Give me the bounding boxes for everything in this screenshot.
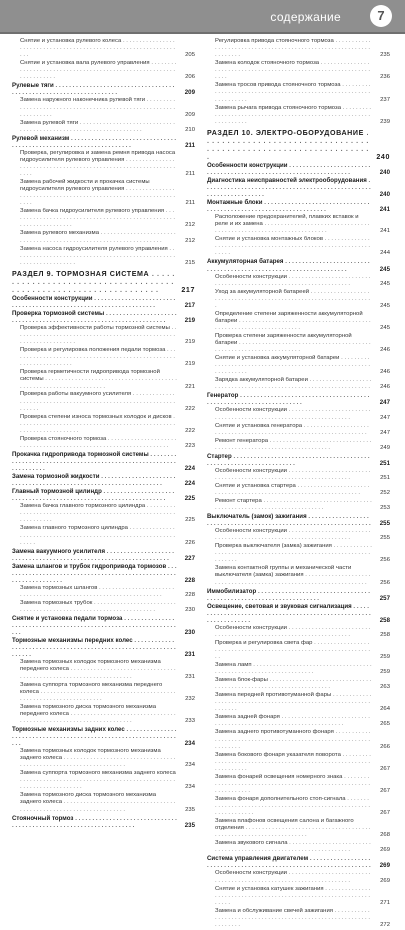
toc-entry-title: Особенности конструкции . . . [215,625,370,638]
toc-entry-title: Замена суппорта тормозного механизма заднего колеса . . . [20,770,176,790]
toc-page-number: 222 [185,427,195,434]
toc-subentry [207,483,390,497]
toc-subentry [207,870,390,884]
toc-topic-entry [207,855,390,869]
toc-right-column [207,38,390,930]
toc-subentry [12,369,195,390]
toc-entry-title: Особенности конструкции . . . [215,468,370,481]
toc-subentry [207,311,390,332]
toc-page-number: 255 [380,535,390,542]
toc-page-number: 235 [184,821,195,829]
toc-entry-title: Замена бачка главного тормозного цилиндра . . . [20,503,175,523]
toc-page-number: 257 [379,594,390,602]
toc-page-number: 240 [379,168,390,176]
toc-entry-title: Замена тормозных колодок тормозного механизма заднего колеса . . . [20,748,175,768]
toc-entry-title: Проверка работы вакуумного усилителя . . . [20,391,175,411]
toc-entry-title: Замена и обслуживание свечей зажигания . . . [215,908,370,928]
toc-entry-title: Замена вакуумного усилителя . . . [12,548,174,562]
toc-page-number: 227 [184,554,195,562]
toc-page-number: 256 [380,557,390,564]
toc-entry-title: Замена тормозной жидкости . . . [12,473,175,487]
toc-page-number: 215 [185,259,195,266]
toc-entry-title: Расположение предохранителей, плавких вставок и реле и их замена . . . [215,214,370,234]
toc-page-number: 267 [380,787,390,794]
toc-subentry [207,796,390,817]
toc-page-number: 240 [376,152,390,161]
toc-subentry [207,38,390,59]
toc-subentry [12,704,195,725]
toc-page-number: 239 [380,118,390,125]
toc-page-number: 246 [380,369,390,376]
toc-page-number: 256 [380,579,390,586]
toc-page-number: 210 [185,126,195,133]
toc-topic-entry [12,637,195,658]
toc-entry-title: Замена блок-фары . . . [215,677,371,690]
toc-entry-title: Замена фонаря дополнительного стоп-сигнала . . . [215,796,370,816]
toc-subentry [207,677,390,691]
toc-subentry [207,82,390,103]
toc-entry-title: Проверка степени износа тормозных колодок и дисков . . . [20,414,175,434]
toc-page-number: 269 [380,877,390,884]
toc-entry-title: Проверка и регулировка положения педали тормоза . . . [20,347,175,367]
toc-subentry [12,60,195,81]
toc-entry-title: Рулевой механизм . . . [12,135,176,149]
toc-page-number: 237 [380,96,390,103]
toc-page-number: 230 [184,629,195,637]
toc-topic-entry [12,310,195,324]
toc-subentry [12,525,195,546]
toc-entry-title: Стартер . . . [207,453,370,467]
page-header [0,0,405,34]
toc-subentry [12,246,195,267]
toc-entry-title: РАЗДЕЛ 10. ЭЛЕКТРО-ОБОРУДОВАНИЕ . . . [207,129,369,161]
toc-entry-title: Замена бокового фонаря указателя поворота . . . [215,752,371,772]
toc-subentry [12,770,195,791]
toc-subentry [207,774,390,795]
toc-subentry [12,150,195,178]
toc-page-number: 251 [379,459,390,467]
toc-entry-title: Замена передней противотуманной фары . . . [215,692,371,712]
toc-entry-title: Ремонт стартера . . . [215,498,372,511]
toc-page-number: 236 [380,74,390,81]
toc-page-number: 246 [380,347,390,354]
toc-subentry [207,274,390,288]
toc-entry-title: Выключатель (замок) зажигания . . . [207,513,371,527]
toc-page-number: 245 [380,302,390,309]
toc-page-number: 221 [185,383,195,390]
toc-page-number: 246 [380,384,390,391]
toc-entry-title: Замена плафонов освещения салона и багажного отделения . . . [215,818,371,838]
toc-page-number: 226 [185,539,195,546]
toc-page-number: 251 [380,474,390,481]
toc-subentry [207,333,390,354]
toc-subentry [12,659,195,680]
toc-entry-title: Замена рулевого механизма . . . [20,230,176,243]
toc-page-number: 217 [184,301,195,309]
toc-topic-entry [207,162,390,176]
toc-page-number: 272 [380,921,390,928]
toc-entry-title: Замена наружного наконечника рулевой тяги . . . [20,97,175,117]
toc-subentry [207,840,390,854]
toc-entry-title: Замена тросов привода стояночного тормоза . . . [215,82,371,102]
toc-entry-title: Проверка выключателя (замка) зажигания . . . [215,543,372,563]
toc-subentry [12,391,195,412]
toc-entry-title: Замена колодок стояночного тормоза . . . [215,60,370,80]
toc-entry-title: Снятие и установка генератора . . . [215,423,369,436]
toc-page-number: 259 [380,669,390,676]
toc-page-number: 235 [185,806,195,813]
toc-subentry [12,600,195,614]
toc-page-number: 225 [184,495,195,503]
toc-subentry [12,208,195,229]
toc-entry-title: Особенности конструкции . . . [215,528,370,541]
toc-entry-title: Прокачка гидропривода тормозной системы . . . [12,451,176,472]
toc-entry-title: Особенности конструкции . . . [207,162,370,176]
toc-page-number: 240 [379,191,390,199]
toc-subentry [207,377,390,391]
toc-entry-title: Особенности конструкции . . . [12,295,175,309]
toc-topic-entry [12,488,195,502]
toc-page-number: 271 [380,899,390,906]
toc-subentry [12,97,195,118]
toc-subentry [207,407,390,421]
toc-page-number: 265 [380,721,390,728]
section-title: содержание [270,10,341,24]
toc-page-number: 211 [185,200,195,207]
toc-page-number: 212 [185,237,195,244]
toc-subentry [207,625,390,639]
toc-topic-entry [12,726,195,747]
toc-subentry [207,498,390,512]
toc-page-number: 234 [185,762,195,769]
toc-entry-title: Замена рабочей жидкости и прокачка системы гидроусилителя рулевого управления . . . [20,179,175,206]
toc-page-number: 268 [380,832,390,839]
toc-page-number: 222 [185,405,195,412]
toc-subentry [12,682,195,703]
toc-entry-title: Проверка и регулировка света фар . . . [215,640,370,660]
toc-page-number: 249 [380,444,390,451]
toc-entry-title: РАЗДЕЛ 9. ТОРМОЗНАЯ СИСТЕМА . . . [12,270,175,294]
toc-page-number: 231 [185,673,195,680]
toc-entry-title: Замена бачка гидроусилителя рулевого управления . . . [20,208,175,228]
toc-subentry [12,748,195,769]
toc-topic-entry [12,563,195,584]
toc-topic-entry [12,135,195,149]
toc-page-number: 267 [380,765,390,772]
toc-subentry [207,105,390,126]
toc-entry-title: Проверка стояночного тормоза . . . [20,436,176,449]
toc-entry-title: Особенности конструкции . . . [215,274,370,287]
toc-entry-title: Снятие и установка рулевого колеса . . . [20,38,175,58]
toc-page-number: 205 [185,52,195,59]
toc-subentry [207,60,390,81]
toc-entry-title: Особенности конструкции . . . [215,407,370,420]
toc-page-number: 241 [379,206,390,214]
toc-page-number: 259 [380,654,390,661]
toc-subentry [207,236,390,257]
toc-entry-title: Генератор . . . [207,392,369,406]
toc-entry-title: Зарядка аккумуляторной батареи . . . [215,377,371,390]
toc-page-number: 232 [185,695,195,702]
toc-topic-entry [207,177,390,198]
toc-page-number: 211 [185,141,195,149]
toc-topic-entry [207,513,390,527]
toc-page-number: 244 [380,250,390,257]
toc-subentry [12,325,195,346]
toc-entry-title: Рулевые тяги . . . [12,82,174,96]
toc-entry-title: Тормозные механизмы передних колес . . . [12,637,176,658]
toc-page-number: 247 [380,429,390,436]
toc-entry-title: Снятие и установка вала рулевого управления . . . [20,60,176,80]
toc-page-number: 209 [184,89,195,97]
toc-topic-entry [207,392,390,406]
toc-entry-title: Замена рычага привода стояночного тормоза . . . [215,105,371,125]
page-number-badge: 7 [370,5,392,27]
toc-entry-title: Замена тормозных трубок . . . [20,600,176,613]
toc-page-number: 219 [184,316,195,324]
toc-topic-entry [12,615,195,636]
toc-subentry [207,714,390,728]
toc-topic-entry [207,453,390,467]
toc-page-number: 252 [380,489,390,496]
toc-page-number: 269 [379,862,390,870]
toc-entry-title: Снятие и установка стартера . . . [215,483,369,496]
toc-entry-title: Замена звукового сигнала . . . [215,840,371,853]
toc-topic-entry [12,82,195,96]
toc-page-number: 206 [185,74,195,81]
toc-entry-title: Система управления двигателем . . . [207,855,371,869]
toc-entry-title: Проверка герметичности гидропривода тормозной системы . . . [20,369,177,389]
toc-subentry [207,752,390,773]
toc-subentry [207,543,390,564]
toc-entry-title: Замена тормозных шлангов . . . [20,585,174,598]
toc-subentry [207,886,390,907]
toc-entry-title: Замена контактной группы и механической части выключателя (замка) зажигания . . . [215,565,370,585]
toc-entry-title: Замена главного тормозного цилиндра . . . [20,525,175,545]
toc-subentry [207,528,390,542]
toc-entry-title: Замена суппорта тормозного механизма переднего колеса . . . [20,682,176,702]
toc-page-number: 241 [380,228,390,235]
toc-entry-title: Проверка, регулировка и замена ремня привода насоса гидроусилителя рулевого управления . . . [20,150,175,177]
toc-subentry [12,414,195,435]
toc-entry-title: Монтажные блоки . . . [207,199,369,213]
toc-subentry [207,818,390,839]
toc-page-number: 234 [185,784,195,791]
toc-page-number: 269 [380,847,390,854]
toc-entry-title: Ремонт генератора . . . [215,438,371,451]
toc-entry-title: Тормозные механизмы задних колес . . . [12,726,176,747]
toc-page-number: 228 [185,591,195,598]
toc-topic-entry [207,588,390,602]
toc-entry-title: Освещение, световая и звуковая сигнализация . . . [207,603,371,624]
toc-subentry [12,585,195,599]
toc-entry-title: Проверка тормозной системы . . . [12,310,177,324]
toc-subentry [207,729,390,750]
toc-subentry [12,436,195,450]
toc-section-heading [12,270,195,294]
toc-entry-title: Замена тормозного диска тормозного механизма переднего колеса . . . [20,704,176,724]
toc-entry-title: Снятие и установка монтажных блоков . . . [215,236,370,256]
toc-subentry [207,438,390,452]
toc-topic-entry [12,548,195,562]
toc-section-heading [207,129,390,161]
toc-entry-title: Замена заднего противотуманного фонаря . . . [215,729,371,749]
toc-page-number: 258 [379,616,390,624]
toc-page-number: 245 [379,265,390,273]
toc-entry-title: Стояночный тормоз . . . [12,815,177,829]
toc-page-number: 255 [379,520,390,528]
toc-page-number: 245 [380,324,390,331]
toc-page-number: 253 [380,505,390,512]
toc-entry-title: Замена тормозных колодок тормозного механизма переднего колеса . . . [20,659,176,679]
toc-page-number: 230 [185,607,195,613]
toc-entry-title: Проверка эффективности работы тормозной системы . . . [20,325,177,345]
toc-subentry [207,289,390,310]
toc-page-number: 219 [185,339,195,346]
toc-topic-entry [207,258,390,272]
toc-page-number: 258 [380,631,390,638]
toc-page-number: 209 [185,111,195,118]
toc-page-number: 223 [185,442,195,449]
toc-page-number: 266 [380,743,390,750]
toc-entry-title: Замена рулевой тяги . . . [20,120,175,133]
toc-entry-title: Снятие и установка катушек зажигания . . . [215,886,370,906]
toc-subentry [12,179,195,207]
toc-topic-entry [12,473,195,487]
toc-entry-title: Уход за аккумуляторной батареей . . . [215,289,370,309]
toc-entry-title: Аккумуляторная батарея . . . [207,258,370,272]
toc-subentry [207,355,390,376]
toc-subentry [12,120,195,134]
toc-page-number: 263 [380,684,390,691]
toc-topic-entry [12,451,195,472]
toc-entry-title: Замена шлангов и трубок гидропривода тормозов . . . [12,563,177,584]
toc-page-number: 264 [380,706,390,713]
toc-page-number: 217 [181,285,195,294]
toc-page-number: 224 [184,465,195,473]
toc-page-number: 228 [184,576,195,584]
toc-subentry [207,214,390,235]
toc-page-number: 234 [184,740,195,748]
toc-page-number: 267 [380,810,390,817]
toc-entry-title: Снятие и установка педали тормоза . . . [12,615,176,636]
toc-subentry [12,347,195,368]
toc-subentry [12,503,195,524]
toc-subentry [207,565,390,586]
toc-subentry [207,423,390,437]
toc-subentry [207,468,390,482]
toc-topic-entry [12,295,195,309]
toc-topic-entry [207,199,390,213]
toc-entry-title: Снятие и установка аккумуляторной батареи . . . [215,355,370,375]
toc-subentry [207,662,390,676]
toc-entry-title: Замена ламп . . . [215,662,372,675]
toc-entry-title: Диагностика неисправностей электрооборудования . . . [207,177,371,198]
toc-entry-title: Замена тормозного диска тормозного механизма заднего колеса . . . [20,792,175,812]
toc-page-number: 224 [184,480,195,488]
toc-entry-title: Определение степени заряженности аккумуляторной батареи . . . [215,311,371,331]
toc-page-number: 247 [379,399,390,407]
toc-page-number: 211 [185,171,195,178]
toc-page-number: 212 [185,222,195,229]
toc-topic-entry [207,603,390,624]
toc-left-column [12,38,195,830]
toc-entry-title: Замена насоса гидроусилителя рулевого управления . . . [20,246,175,266]
toc-entry-title: Особенности конструкции . . . [215,870,370,883]
toc-page-number: 225 [185,517,195,524]
toc-entry-title: Главный тормозной цилиндр . . . [12,488,174,502]
toc-entry-title: Замена задней фонаря . . . [215,714,370,727]
toc-subentry [207,692,390,713]
toc-subentry [12,230,195,244]
toc-topic-entry [12,815,195,829]
toc-entry-title: Проверка степени заряженности аккумуляторной батареи . . . [215,333,371,353]
toc-entry-title: Регулировка привода стояночного тормоза . . . [215,38,371,58]
toc-page-number: 245 [380,280,390,287]
toc-page-number: 233 [185,717,195,724]
toc-subentry [12,792,195,813]
toc-page-number: 247 [380,414,390,421]
toc-subentry [207,908,390,929]
toc-page-number: 219 [185,361,195,368]
toc-page-number: 235 [380,52,390,59]
toc-entry-title: Замена фонарей освещения номерного знака . . . [215,774,370,794]
toc-subentry [207,640,390,661]
toc-page-number: 231 [184,651,195,659]
toc-subentry [12,38,195,59]
toc-entry-title: Иммобилизатор . . . [207,588,370,602]
